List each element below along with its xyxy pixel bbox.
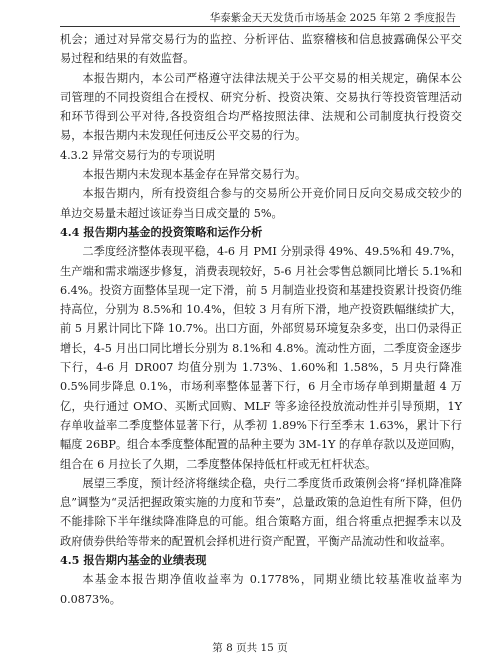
paragraph-abnormal-trading-2: 本报告期内，所有投资组合参与的交易所公开竞价同日反向交易成交较少的单边交易量未超过该证券当日成交量的 5%。 [60, 187, 462, 220]
paragraph-macro-analysis: 二季度经济整体表现平稳，4-6 月 PMI 分别录得 49%、49.5%和 49.7%，生产端和需求端逐步修复，消费表现较好，5-6 月社会零售总额同比增长 5.1%和 6.4%。投资方面整体呈现一定下滑，前 5 月制造业投资和基建投资累计投资仍维持高位，分别为 8.5%和 10.4%，但较 3 月有所下滑，地产投资跌幅继续扩大，前 5 月累计同比下降 10.7%。出口方面，外部贸易环境复杂多变，出口仍录得正增长，4-5 月出口同比增长分别为 8.1%和 4.8%。流动性方面，二季度资金逐步下行，4-6 月 DR007 均值分别为 1.73%、1.60%和 1.58%，5 月央行降准 0.5%同步降息 0.1%，市场利率整体显著下行，6 月全市场存单到期量超 4 万亿，央行通过 OMO、买断式回购、MLF 等多途径投放流动性并引导预期，1Y 存单收益率二季度整体显著下行，从季初 1.89%下行至季末 1.63%，累计下行幅度 26BP。组合本季度整体配置的品种主要为 3M-1Y 的存单存款以及逆回购，组合在 6 月拉长了久期，二季度整体保持低杠杆或无杠杆状态。 [60, 245, 462, 471]
paragraph-abnormal-trading-1: 本报告期内未发现本基金存在异常交易行为。 [82, 168, 307, 182]
paragraph-outlook: 展望三季度，预计经济将继续企稳，央行二季度货币政策例会将“择机降准降息”调整为“灵活把握政策实施的力度和节奏”，总量政策的急迫性有所下降，但仍不能排除下半年继续降准降息的可能。组合策略方面，组合将重点把握季末以及政府债券供给等带来的配置机会择机进行资产配置，平衡产品流动性和收益率。 [60, 476, 462, 548]
paragraph-fair-trading: 本报告期内，本公司严格遵守法律法规关于公平交易的相关规定，确保本公司管理的不同投资组合在授权、研究分析、投资决策、交易执行等投资管理活动和环节得到公平对待,各投资组合均严格按照法律、法规和公司制度执行投资交易，本报告期内未发现任何违反公平交易的行为。 [60, 71, 462, 143]
section-heading-4-4: 4.4 报告期内基金的投资策略和运作分析 [60, 224, 263, 239]
section-heading-4-3-2: 4.3.2 异常交易行为的专项说明 [60, 148, 216, 162]
page-number: 第 8 页共 15 页 [212, 642, 288, 654]
section-heading-4-5: 4.5 报告期内基金的业绩表现 [60, 553, 207, 568]
paragraph-performance: 本基金本报告期净值收益率为 0.1778%，同期业绩比较基准收益率为 0.0873%。 [60, 573, 462, 606]
paragraph-monitoring-continued: 机会；通过对异常交易行为的监控、分析评估、监察稽核和信息披露确保公平交易过程和结果的有效监督。 [60, 33, 462, 66]
header-divider [60, 26, 460, 27]
report-header-title: 华泰紫金天天发货币市场基金 2025 年第 2 季度报告 [209, 12, 456, 24]
document-body [60, 30, 462, 609]
